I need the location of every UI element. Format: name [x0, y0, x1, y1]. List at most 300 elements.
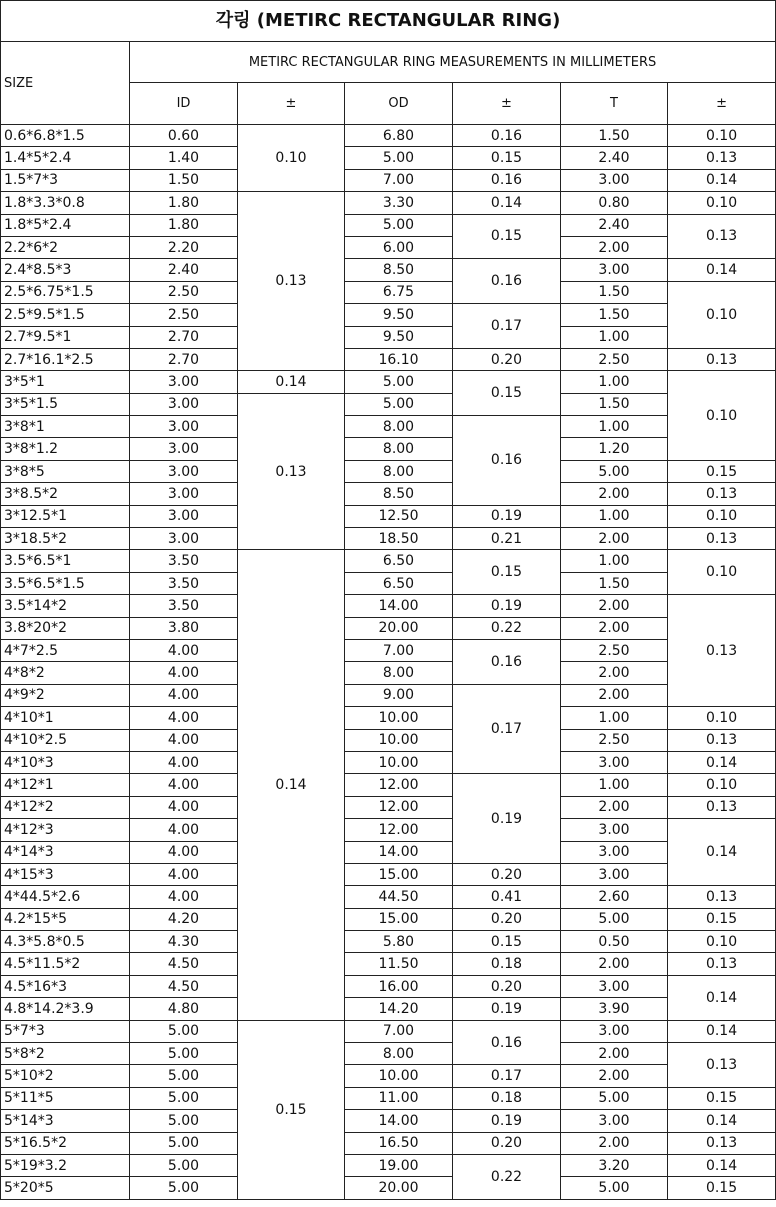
od-tolerance-cell: 0.22 [453, 617, 561, 639]
t-cell: 1.50 [561, 393, 668, 415]
table-row [1, 617, 776, 639]
od-tolerance-cell: 0.14 [453, 192, 561, 214]
od-tolerance-cell: 0.15 [453, 371, 561, 416]
t-tolerance-cell: 0.14 [668, 259, 776, 281]
od-cell: 8.50 [345, 259, 453, 281]
t-tolerance-cell: 0.10 [668, 505, 776, 527]
size-cell: 4*44.5*2.6 [1, 886, 130, 908]
id-header: ID [130, 83, 238, 125]
size-header: SIZE [1, 42, 130, 125]
table-row [1, 1020, 776, 1042]
od-tolerance-header: ± [453, 83, 561, 125]
t-tolerance-cell: 0.15 [668, 1087, 776, 1109]
t-cell: 1.00 [561, 550, 668, 572]
od-cell: 16.50 [345, 1132, 453, 1154]
id-cell: 4.00 [130, 751, 238, 773]
size-cell: 3*5*1 [1, 371, 130, 393]
t-cell: 3.00 [561, 259, 668, 281]
od-cell: 9.00 [345, 684, 453, 706]
od-tolerance-cell: 0.17 [453, 684, 561, 774]
t-cell: 2.50 [561, 348, 668, 370]
t-cell: 2.00 [561, 617, 668, 639]
od-cell: 12.50 [345, 505, 453, 527]
od-cell: 9.50 [345, 304, 453, 326]
id-tolerance-cell: 0.13 [238, 192, 345, 371]
od-cell: 6.50 [345, 550, 453, 572]
size-cell: 4.5*11.5*2 [1, 953, 130, 975]
t-tolerance-cell: 0.15 [668, 460, 776, 482]
id-cell: 3.00 [130, 505, 238, 527]
id-cell: 5.00 [130, 1110, 238, 1132]
od-cell: 10.00 [345, 1065, 453, 1087]
t-cell: 2.60 [561, 886, 668, 908]
t-tolerance-cell: 0.13 [668, 886, 776, 908]
t-cell: 2.00 [561, 953, 668, 975]
id-cell: 1.40 [130, 147, 238, 169]
id-cell: 4.00 [130, 774, 238, 796]
table-row [1, 886, 776, 908]
od-cell: 5.00 [345, 147, 453, 169]
size-cell: 4*15*3 [1, 863, 130, 885]
table-row [1, 774, 776, 796]
t-tolerance-cell: 0.10 [668, 774, 776, 796]
table-body [1, 125, 776, 1200]
od-tolerance-cell: 0.19 [453, 1110, 561, 1132]
size-cell: 3.8*20*2 [1, 617, 130, 639]
od-cell: 20.00 [345, 1177, 453, 1199]
id-cell: 2.50 [130, 281, 238, 303]
t-tolerance-cell: 0.13 [668, 953, 776, 975]
size-cell: 3.5*14*2 [1, 595, 130, 617]
id-cell: 4.00 [130, 707, 238, 729]
od-tolerance-cell: 0.41 [453, 886, 561, 908]
od-cell: 15.00 [345, 908, 453, 930]
od-tolerance-cell: 0.22 [453, 1154, 561, 1199]
t-cell: 2.00 [561, 796, 668, 818]
t-tolerance-cell: 0.15 [668, 908, 776, 930]
size-cell: 4*14*3 [1, 841, 130, 863]
od-tolerance-cell: 0.20 [453, 975, 561, 997]
id-cell: 3.00 [130, 460, 238, 482]
od-header: OD [345, 83, 453, 125]
od-cell: 7.00 [345, 639, 453, 661]
size-cell: 1.8*5*2.4 [1, 214, 130, 236]
size-cell: 5*11*5 [1, 1087, 130, 1109]
size-cell: 1.5*7*3 [1, 169, 130, 191]
od-tolerance-cell: 0.16 [453, 169, 561, 191]
t-cell: 3.00 [561, 841, 668, 863]
id-cell: 4.00 [130, 819, 238, 841]
size-cell: 2.7*9.5*1 [1, 326, 130, 348]
table-title: 각링 (METIRC RECTANGULAR RING) [1, 1, 776, 42]
od-tolerance-cell: 0.15 [453, 214, 561, 259]
od-cell: 12.00 [345, 819, 453, 841]
size-cell: 5*19*3.2 [1, 1154, 130, 1176]
table-row [1, 416, 776, 438]
table-row [1, 1043, 776, 1065]
id-cell: 5.00 [130, 1020, 238, 1042]
table-row [1, 214, 776, 236]
size-cell: 2.7*16.1*2.5 [1, 348, 130, 370]
t-cell: 1.00 [561, 707, 668, 729]
od-tolerance-cell: 0.21 [453, 528, 561, 550]
size-cell: 5*7*3 [1, 1020, 130, 1042]
od-cell: 5.00 [345, 214, 453, 236]
id-cell: 4.00 [130, 662, 238, 684]
od-cell: 14.20 [345, 998, 453, 1020]
od-cell: 5.00 [345, 393, 453, 415]
id-tolerance-cell: 0.14 [238, 550, 345, 1020]
table-row [1, 460, 776, 482]
table-row [1, 1177, 776, 1199]
t-cell: 2.40 [561, 147, 668, 169]
size-cell: 4*8*2 [1, 662, 130, 684]
od-tolerance-cell: 0.17 [453, 304, 561, 349]
id-tolerance-cell: 0.14 [238, 371, 345, 393]
t-cell: 5.00 [561, 1087, 668, 1109]
od-tolerance-cell: 0.20 [453, 348, 561, 370]
od-cell: 14.00 [345, 841, 453, 863]
od-tolerance-cell: 0.16 [453, 416, 561, 506]
size-cell: 5*14*3 [1, 1110, 130, 1132]
t-cell: 2.50 [561, 729, 668, 751]
id-cell: 4.30 [130, 931, 238, 953]
od-tolerance-cell: 0.19 [453, 505, 561, 527]
od-tolerance-cell: 0.15 [453, 550, 561, 595]
size-cell: 4*12*3 [1, 819, 130, 841]
od-cell: 8.00 [345, 460, 453, 482]
t-tolerance-cell: 0.13 [668, 214, 776, 259]
table-row [1, 371, 776, 393]
id-cell: 3.00 [130, 393, 238, 415]
od-cell: 20.00 [345, 617, 453, 639]
t-cell: 2.00 [561, 1132, 668, 1154]
table-row [1, 483, 776, 505]
t-cell: 2.00 [561, 1065, 668, 1087]
t-cell: 1.50 [561, 281, 668, 303]
t-tolerance-cell: 0.14 [668, 1154, 776, 1176]
size-cell: 3*12.5*1 [1, 505, 130, 527]
size-cell: 4*10*2.5 [1, 729, 130, 751]
t-cell: 0.80 [561, 192, 668, 214]
id-tolerance-header: ± [238, 83, 345, 125]
size-cell: 4.5*16*3 [1, 975, 130, 997]
table-row [1, 528, 776, 550]
od-tolerance-cell: 0.20 [453, 1132, 561, 1154]
t-cell: 2.00 [561, 483, 668, 505]
table-row [1, 908, 776, 930]
measurements-header: METIRC RECTANGULAR RING MEASUREMENTS IN MILLIMETERS [130, 42, 776, 83]
od-cell: 12.00 [345, 796, 453, 818]
id-cell: 4.20 [130, 908, 238, 930]
id-cell: 5.00 [130, 1043, 238, 1065]
t-cell: 1.20 [561, 438, 668, 460]
od-tolerance-cell: 0.16 [453, 639, 561, 684]
t-cell: 1.00 [561, 505, 668, 527]
size-cell: 2.5*9.5*1.5 [1, 304, 130, 326]
od-tolerance-cell: 0.19 [453, 595, 561, 617]
t-cell: 1.00 [561, 326, 668, 348]
id-tolerance-cell: 0.10 [238, 125, 345, 192]
table-row [1, 259, 776, 281]
size-cell: 3*8.5*2 [1, 483, 130, 505]
t-cell: 3.20 [561, 1154, 668, 1176]
id-cell: 5.00 [130, 1132, 238, 1154]
t-cell: 5.00 [561, 908, 668, 930]
id-cell: 2.70 [130, 348, 238, 370]
t-cell: 3.00 [561, 1110, 668, 1132]
od-tolerance-cell: 0.18 [453, 953, 561, 975]
table-row [1, 147, 776, 169]
table-row [1, 1154, 776, 1176]
table-row [1, 662, 776, 684]
t-cell: 3.00 [561, 863, 668, 885]
od-cell: 14.00 [345, 1110, 453, 1132]
t-cell: 2.00 [561, 528, 668, 550]
t-tolerance-cell: 0.13 [668, 483, 776, 505]
od-tolerance-cell: 0.17 [453, 1065, 561, 1087]
size-cell: 4*9*2 [1, 684, 130, 706]
size-cell: 3*5*1.5 [1, 393, 130, 415]
size-cell: 4*12*2 [1, 796, 130, 818]
table-row [1, 841, 776, 863]
od-tolerance-cell: 0.20 [453, 863, 561, 885]
id-cell: 3.80 [130, 617, 238, 639]
id-cell: 2.40 [130, 259, 238, 281]
size-cell: 5*8*2 [1, 1043, 130, 1065]
size-cell: 5*10*2 [1, 1065, 130, 1087]
od-tolerance-cell: 0.15 [453, 147, 561, 169]
t-tolerance-header: ± [668, 83, 776, 125]
table-row [1, 550, 776, 572]
id-cell: 4.50 [130, 953, 238, 975]
t-tolerance-cell: 0.13 [668, 147, 776, 169]
id-cell: 4.00 [130, 796, 238, 818]
table-row [1, 169, 776, 191]
table-row [1, 796, 776, 818]
id-cell: 1.50 [130, 169, 238, 191]
id-cell: 3.00 [130, 371, 238, 393]
id-cell: 2.70 [130, 326, 238, 348]
id-cell: 5.00 [130, 1177, 238, 1199]
od-cell: 3.30 [345, 192, 453, 214]
id-cell: 4.80 [130, 998, 238, 1020]
od-cell: 11.50 [345, 953, 453, 975]
od-cell: 14.00 [345, 595, 453, 617]
t-tolerance-cell: 0.13 [668, 348, 776, 370]
table-row [1, 304, 776, 326]
od-cell: 10.00 [345, 729, 453, 751]
t-tolerance-cell: 0.10 [668, 707, 776, 729]
t-tolerance-cell: 0.13 [668, 796, 776, 818]
t-cell: 3.00 [561, 169, 668, 191]
id-cell: 4.00 [130, 863, 238, 885]
size-cell: 5*16.5*2 [1, 1132, 130, 1154]
od-cell: 8.00 [345, 438, 453, 460]
t-cell: 1.50 [561, 572, 668, 594]
table-row [1, 393, 776, 415]
size-cell: 2.2*6*2 [1, 236, 130, 258]
od-cell: 10.00 [345, 751, 453, 773]
od-cell: 7.00 [345, 169, 453, 191]
id-cell: 1.80 [130, 214, 238, 236]
id-cell: 5.00 [130, 1087, 238, 1109]
t-tolerance-cell: 0.10 [668, 192, 776, 214]
t-tolerance-cell: 0.15 [668, 1177, 776, 1199]
id-cell: 0.60 [130, 125, 238, 147]
t-tolerance-cell: 0.13 [668, 729, 776, 751]
table-row [1, 572, 776, 594]
od-tolerance-cell: 0.18 [453, 1087, 561, 1109]
t-tolerance-cell: 0.10 [668, 931, 776, 953]
id-cell: 2.50 [130, 304, 238, 326]
id-cell: 4.00 [130, 684, 238, 706]
size-cell: 0.6*6.8*1.5 [1, 125, 130, 147]
t-cell: 2.50 [561, 639, 668, 661]
t-cell: 3.00 [561, 975, 668, 997]
id-cell: 4.00 [130, 841, 238, 863]
table-row [1, 751, 776, 773]
size-cell: 4*10*3 [1, 751, 130, 773]
t-tolerance-cell: 0.14 [668, 1110, 776, 1132]
table-row [1, 595, 776, 617]
id-cell: 1.80 [130, 192, 238, 214]
id-cell: 3.50 [130, 572, 238, 594]
table-row [1, 931, 776, 953]
t-tolerance-cell: 0.13 [668, 528, 776, 550]
od-cell: 8.50 [345, 483, 453, 505]
table-row [1, 192, 776, 214]
od-cell: 18.50 [345, 528, 453, 550]
table-row [1, 281, 776, 303]
od-tolerance-cell: 0.19 [453, 774, 561, 864]
size-cell: 1.8*3.3*0.8 [1, 192, 130, 214]
od-cell: 7.00 [345, 1020, 453, 1042]
od-tolerance-cell: 0.16 [453, 125, 561, 147]
od-cell: 8.00 [345, 662, 453, 684]
table-row [1, 639, 776, 661]
table-row [1, 236, 776, 258]
size-cell: 3*18.5*2 [1, 528, 130, 550]
size-cell: 4.2*15*5 [1, 908, 130, 930]
od-tolerance-cell: 0.20 [453, 908, 561, 930]
od-cell: 11.00 [345, 1087, 453, 1109]
table-row [1, 684, 776, 706]
od-cell: 10.00 [345, 707, 453, 729]
id-cell: 3.00 [130, 438, 238, 460]
id-cell: 3.50 [130, 550, 238, 572]
size-cell: 4*7*2.5 [1, 639, 130, 661]
t-tolerance-cell: 0.14 [668, 1020, 776, 1042]
t-tolerance-cell: 0.13 [668, 1043, 776, 1088]
table-row [1, 707, 776, 729]
t-tolerance-cell: 0.14 [668, 169, 776, 191]
id-cell: 2.20 [130, 236, 238, 258]
od-cell: 6.80 [345, 125, 453, 147]
od-cell: 6.50 [345, 572, 453, 594]
od-cell: 15.00 [345, 863, 453, 885]
t-cell: 1.50 [561, 304, 668, 326]
id-cell: 3.50 [130, 595, 238, 617]
id-cell: 4.00 [130, 729, 238, 751]
table-row [1, 1065, 776, 1087]
size-cell: 4.8*14.2*3.9 [1, 998, 130, 1020]
t-cell: 2.00 [561, 684, 668, 706]
t-tolerance-cell: 0.14 [668, 751, 776, 773]
t-cell: 2.40 [561, 214, 668, 236]
table-row [1, 1132, 776, 1154]
t-tolerance-cell: 0.14 [668, 975, 776, 1020]
od-cell: 44.50 [345, 886, 453, 908]
table-row [1, 998, 776, 1020]
t-tolerance-cell: 0.13 [668, 1132, 776, 1154]
t-cell: 3.90 [561, 998, 668, 1020]
size-cell: 4.3*5.8*0.5 [1, 931, 130, 953]
t-tolerance-cell: 0.13 [668, 595, 776, 707]
od-cell: 5.00 [345, 371, 453, 393]
table-row [1, 729, 776, 751]
t-cell: 1.50 [561, 125, 668, 147]
id-tolerance-cell: 0.13 [238, 393, 345, 550]
t-cell: 2.00 [561, 236, 668, 258]
od-cell: 6.75 [345, 281, 453, 303]
t-cell: 2.00 [561, 1043, 668, 1065]
od-cell: 16.10 [345, 348, 453, 370]
size-cell: 4*10*1 [1, 707, 130, 729]
t-tolerance-cell: 0.14 [668, 819, 776, 886]
od-cell: 12.00 [345, 774, 453, 796]
od-cell: 16.00 [345, 975, 453, 997]
size-cell: 2.4*8.5*3 [1, 259, 130, 281]
table-row [1, 819, 776, 841]
t-cell: 3.00 [561, 751, 668, 773]
table-row [1, 953, 776, 975]
od-cell: 9.50 [345, 326, 453, 348]
od-cell: 8.00 [345, 1043, 453, 1065]
id-cell: 5.00 [130, 1154, 238, 1176]
t-cell: 3.00 [561, 1020, 668, 1042]
size-cell: 3.5*6.5*1.5 [1, 572, 130, 594]
size-cell: 1.4*5*2.4 [1, 147, 130, 169]
t-cell: 3.00 [561, 819, 668, 841]
id-cell: 3.00 [130, 416, 238, 438]
id-cell: 3.00 [130, 528, 238, 550]
id-cell: 4.50 [130, 975, 238, 997]
size-cell: 3.5*6.5*1 [1, 550, 130, 572]
table-row [1, 125, 776, 147]
table-row [1, 1110, 776, 1132]
t-cell: 1.00 [561, 371, 668, 393]
size-cell: 4*12*1 [1, 774, 130, 796]
od-cell: 8.00 [345, 416, 453, 438]
t-header: T [561, 83, 668, 125]
table-row [1, 348, 776, 370]
t-tolerance-cell: 0.10 [668, 550, 776, 595]
id-cell: 4.00 [130, 886, 238, 908]
size-cell: 3*8*1 [1, 416, 130, 438]
size-cell: 3*8*5 [1, 460, 130, 482]
od-cell: 6.00 [345, 236, 453, 258]
od-tolerance-cell: 0.15 [453, 931, 561, 953]
od-tolerance-cell: 0.19 [453, 998, 561, 1020]
t-tolerance-cell: 0.10 [668, 281, 776, 348]
od-tolerance-cell: 0.16 [453, 1020, 561, 1065]
t-cell: 5.00 [561, 460, 668, 482]
t-tolerance-cell: 0.10 [668, 125, 776, 147]
size-cell: 2.5*6.75*1.5 [1, 281, 130, 303]
id-cell: 3.00 [130, 483, 238, 505]
id-tolerance-cell: 0.15 [238, 1020, 345, 1199]
